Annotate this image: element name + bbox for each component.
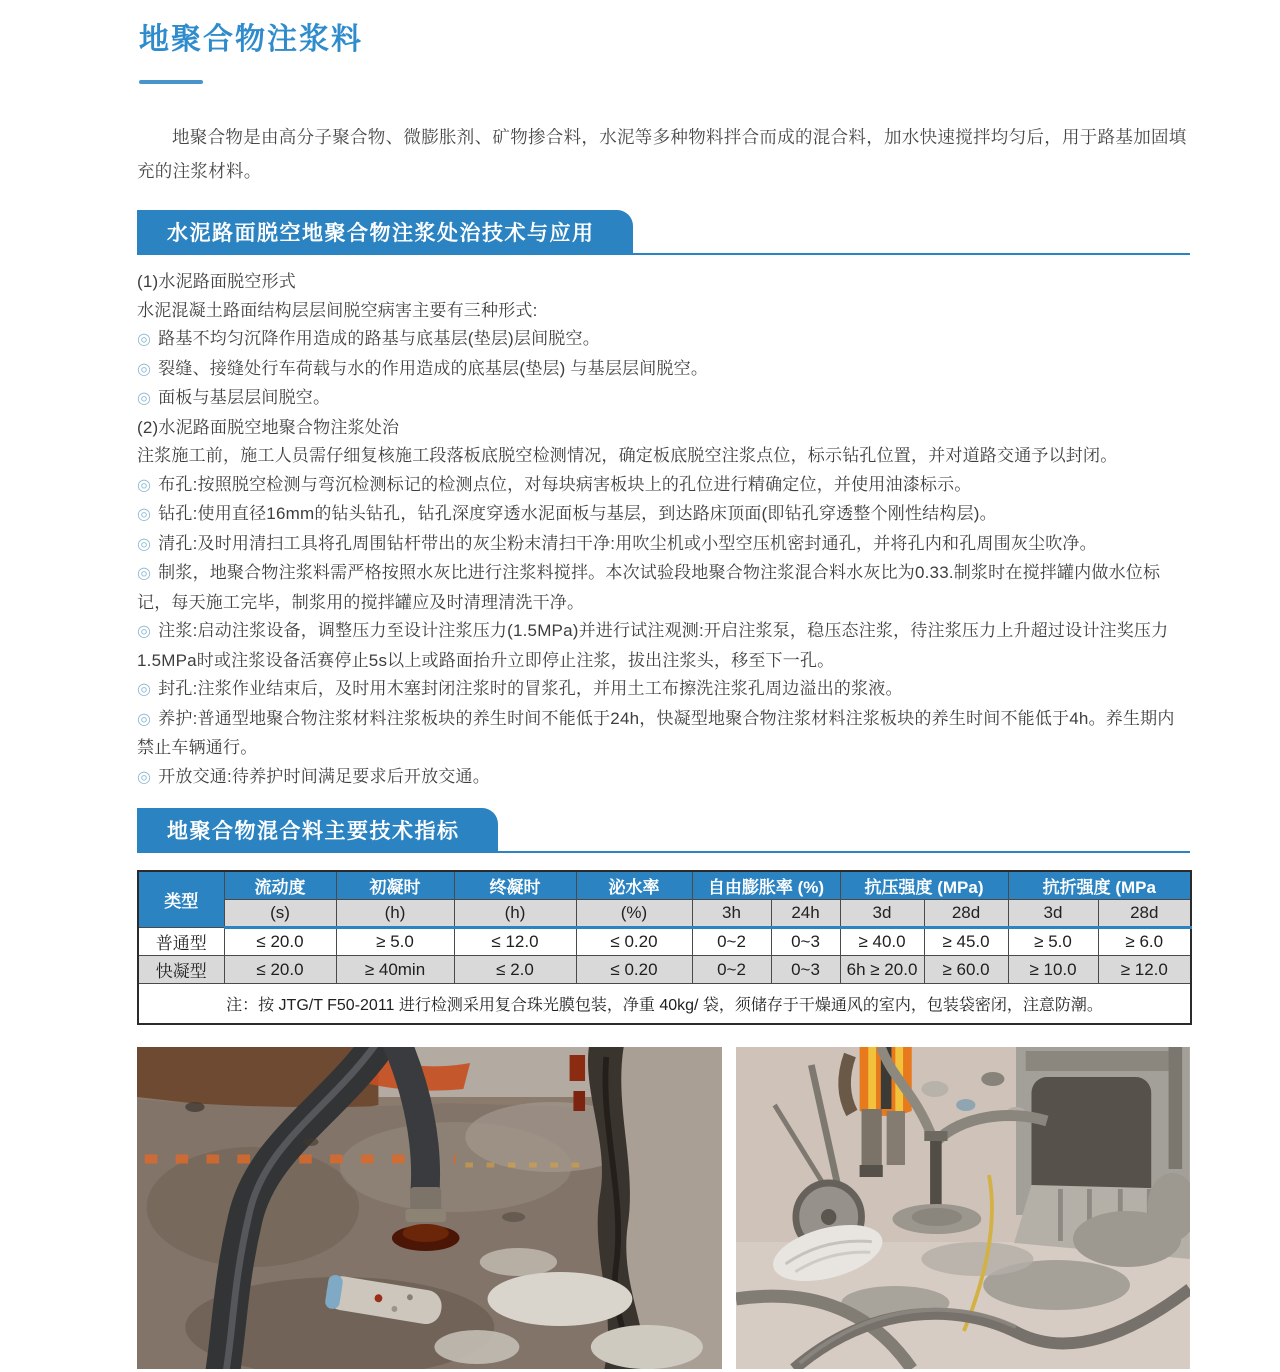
photos-row (137, 1047, 1190, 1369)
spec-table-subheader: 3h (692, 900, 771, 928)
ring-bullet-icon: ◎ (137, 390, 152, 408)
ring-bullet-icon: ◎ (137, 565, 152, 583)
spec-table-cell: ≥ 40.0 (840, 928, 924, 956)
spec-table-cell: ≥ 45.0 (924, 928, 1008, 956)
section2-banner-rule (137, 808, 1190, 853)
spec-table-cell: ≥ 12.0 (1098, 956, 1191, 984)
spec-table-subheader: (s) (224, 900, 336, 928)
spec-table-cell: ≤ 20.0 (224, 956, 336, 984)
process-item: ◎ 清孔:及时用清扫工具将孔周围钻杆带出的灰尘粉末清扫干净:用吹尘机或小型空压机密封通孔，并将孔内和孔周围灰尘吹净。 (137, 533, 1097, 553)
process-item: ◎ 裂缝、接缝处行车荷载与水的作用造成的底基层(垫层) 与基层层间脱空。 (137, 358, 709, 378)
spec-table (137, 870, 1192, 1025)
ring-bullet-icon: ◎ (137, 681, 152, 699)
spec-table-subheader: 28d (1098, 900, 1191, 928)
spec-table-cell: ≥ 6.0 (1098, 928, 1191, 956)
spec-table-cell: 快凝型 (138, 956, 224, 984)
process-item: ◎ 封孔:注浆作业结束后，及时用木塞封闭注浆时的冒浆孔，并用土工布擦洗注浆孔周边溢出的浆液。 (137, 679, 903, 699)
process-item: ◎ 注浆:启动注浆设备，调整压力至设计注浆压力(1.5MPa)并进行试注观测:开启注浆泵，稳压态注浆，待注浆压力上升超过设计注奖压力1.5MPa时或注浆设备活赛停止5s以上或路面抬升立即停止注浆，拔出注浆头，移至下一孔。 (137, 621, 1169, 670)
spec-table-row (138, 928, 1191, 956)
spec-table-row (138, 956, 1191, 984)
spec-table-cell: ≥ 5.0 (1008, 928, 1098, 956)
spec-table-cell: 0~3 (771, 928, 840, 956)
ring-bullet-icon: ◎ (137, 535, 152, 553)
spec-table-header: 终凝时 (454, 871, 576, 900)
ring-bullet-icon: ◎ (137, 768, 152, 786)
spec-table-header: 抗折强度 (MPa (1008, 871, 1191, 900)
spec-table-cell: ≤ 20.0 (224, 928, 336, 956)
page-title: 地聚合物注浆料 (139, 23, 363, 56)
spec-table-cell: ≤ 12.0 (454, 928, 576, 956)
spec-table-header: 抗压强度 (MPa) (840, 871, 1008, 900)
intro-paragraph: 地聚合物是由高分子聚合物、微膨胀剂、矿物掺合料，水泥等多种物料拌合而成的混合料，加水快速搅拌均匀后，用于路基加固填充的注浆材料。 (137, 127, 1187, 182)
spec-table-cell: 0~3 (771, 956, 840, 984)
spec-table-cell: ≥ 60.0 (924, 956, 1008, 984)
spec-table-subheader: 24h (771, 900, 840, 928)
spec-table-cell: 6h ≥ 20.0 (840, 956, 924, 984)
spec-table-note: 注：按 JTG/T F50-2011 进行检测采用复合珠光膜包装，净重 40kg/ 袋，须储存于干燥通风的室内，包装袋密闭，注意防潮。 (138, 984, 1191, 1024)
spec-table-header: 泌水率 (576, 871, 692, 900)
process-item: ◎ 布孔:按照脱空检测与弯沉检测标记的检测点位，对每块病害板块上的孔位进行精确定位，并使用油漆标示。 (137, 474, 972, 494)
grouting-site-photo (736, 1047, 1190, 1369)
spec-table-subheader: 3d (840, 900, 924, 928)
spec-table-header: 自由膨胀率 (%) (692, 871, 840, 900)
spec-table-cell: 0~2 (692, 956, 771, 984)
ring-bullet-icon: ◎ (137, 360, 152, 378)
page-content (137, 0, 1190, 1369)
spec-table-subheader: (h) (336, 900, 454, 928)
process-item: 注浆施工前，施工人员需仔细复核施工段落板底脱空检测情况，确定板底脱空注浆点位，标示钻孔位置，并对道路交通予以封闭。 (137, 446, 1118, 466)
spec-table-subheader: (h) (454, 900, 576, 928)
spec-table-cell: ≥ 10.0 (1008, 956, 1098, 984)
spec-table-cell: ≤ 2.0 (454, 956, 576, 984)
spec-table-header: 类型 (138, 871, 224, 928)
title-underline (139, 80, 203, 84)
spec-table-cell: ≤ 0.20 (576, 956, 692, 984)
process-list (137, 268, 1190, 792)
process-item: ◎ 钻孔:使用直径16mm的钻头钻孔，钻孔深度穿透水泥面板与基层，到达路床顶面(即钻孔穿透整个刚性结构层)。 (137, 504, 997, 524)
section1-heading: 水泥路面脱空地聚合物注浆处治技术与应用 (137, 210, 633, 253)
spec-table-cell: ≤ 0.20 (576, 928, 692, 956)
ring-bullet-icon: ◎ (137, 710, 152, 728)
spec-table-cell: 普通型 (138, 928, 224, 956)
process-item: ◎ 开放交通:待养护时间满足要求后开放交通。 (137, 766, 490, 786)
spec-table-cell: ≥ 40min (336, 956, 454, 984)
spec-table-header: 流动度 (224, 871, 336, 900)
ring-bullet-icon: ◎ (137, 331, 152, 349)
spec-table-cell: ≥ 5.0 (336, 928, 454, 956)
spec-table-header: 初凝时 (336, 871, 454, 900)
process-item: ◎ 面板与基层层间脱空。 (137, 388, 331, 408)
section1-banner-rule (137, 210, 1190, 255)
process-item: ◎ 制浆，地聚合物注浆料需严格按照水灰比进行注浆料搅拌。本次试验段地聚合物注浆混合料水灰比为0.33.制浆时在搅拌罐内做水位标记，每天施工完毕，制浆用的搅拌罐应及时清理清洗干净。 (137, 563, 1161, 612)
spec-table-subheader: (%) (576, 900, 692, 928)
grouting-hole-photo (137, 1047, 722, 1369)
process-item: ◎ 路基不均匀沉降作用造成的路基与底基层(垫层)层间脱空。 (137, 329, 600, 349)
spec-table-subheader: 28d (924, 900, 1008, 928)
process-item: ◎ 养护:普通型地聚合物注浆材料注浆板块的养生时间不能低于24h，快凝型地聚合物注浆材料注浆板块的养生时间不能低于4h。养生期内禁止车辆通行。 (137, 708, 1175, 758)
spec-table-cell: 0~2 (692, 928, 771, 956)
ring-bullet-icon: ◎ (137, 506, 152, 524)
section2-heading: 地聚合物混合料主要技术指标 (137, 808, 498, 851)
spec-table-subheader: 3d (1008, 900, 1098, 928)
process-item: (2)水泥路面脱空地聚合物注浆处治 (137, 417, 400, 437)
process-item: (1)水泥路面脱空形式 (137, 272, 296, 292)
ring-bullet-icon: ◎ (137, 623, 152, 641)
process-item: 水泥混凝土路面结构层层间脱空病害主要有三种形式: (137, 300, 538, 320)
ring-bullet-icon: ◎ (137, 476, 152, 494)
